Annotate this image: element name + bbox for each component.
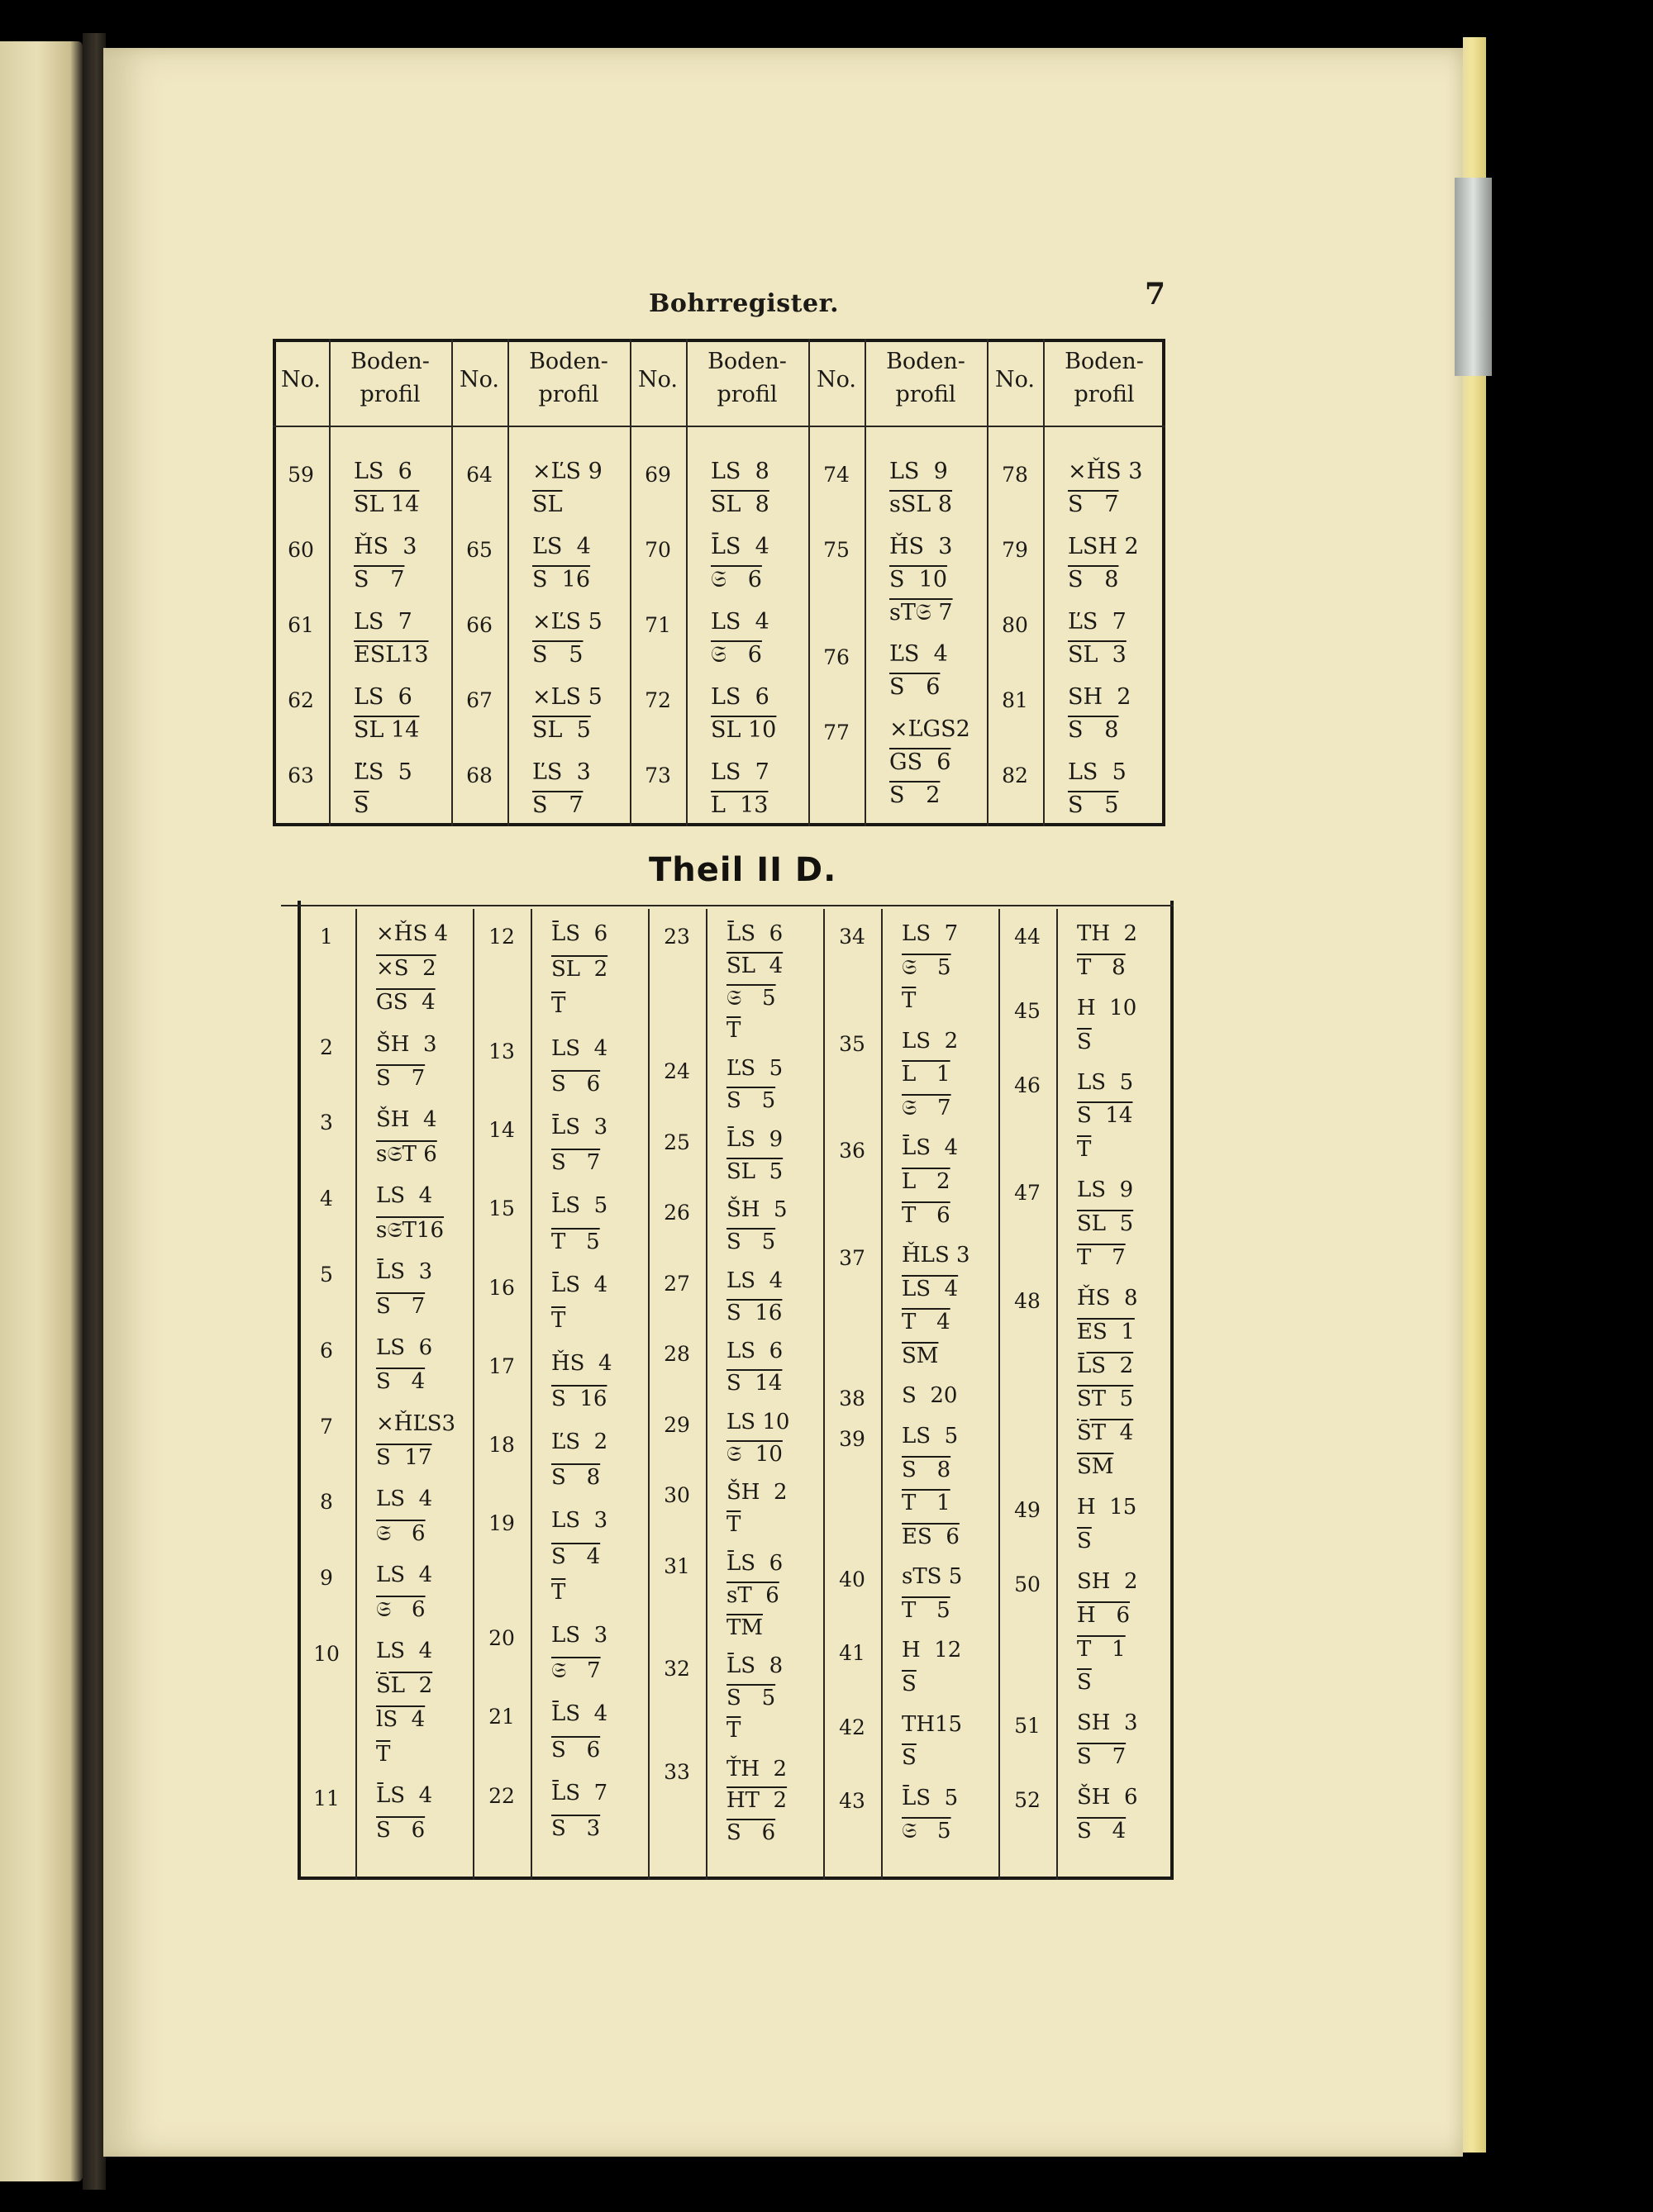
profile-line: LS 7 <box>711 759 769 785</box>
profile-line: L̄S 2 <box>1077 1353 1134 1378</box>
profile-line: SL 14 <box>354 492 420 517</box>
no-divider <box>507 339 509 826</box>
profile-line: ES 6 <box>902 1524 960 1549</box>
profile-line: $\overline{S}$ <box>902 1745 917 1771</box>
profile-line: T 6 <box>902 1202 950 1228</box>
row-number: 63 <box>288 763 314 787</box>
profile-line: $\overline{T}$ <box>1077 1137 1092 1163</box>
row-number: 61 <box>288 613 314 637</box>
row-number: 28 <box>664 1342 690 1367</box>
profile-line: L̄S 4 <box>551 1272 608 1297</box>
profile-line: H 10 <box>1077 995 1137 1020</box>
profile-line: ŠH 4 <box>376 1107 437 1133</box>
column-divider <box>987 339 988 826</box>
profile-line: LS 5 <box>1077 1069 1134 1095</box>
profile-line: S 5 <box>726 1230 776 1255</box>
profile-line: SL 8 <box>711 492 769 517</box>
profile-line: S 14 <box>726 1371 783 1396</box>
profile-line: S 7 <box>1077 1744 1127 1770</box>
profile-line: L̄S 8 <box>726 1653 784 1679</box>
row-number: 50 <box>1014 1572 1041 1596</box>
column-divider <box>473 909 474 1880</box>
no-divider <box>329 339 331 826</box>
column-divider <box>630 339 631 826</box>
profile-line: S 8 <box>1068 567 1119 592</box>
profile-line: 𝔖 6 <box>376 1596 426 1622</box>
header-no: No. <box>817 367 856 392</box>
profile-line: S 10 <box>889 567 948 592</box>
profile-line: S 16 <box>551 1387 607 1412</box>
no-divider <box>881 909 883 1880</box>
profile-line: LS 4 <box>376 1487 433 1512</box>
row-number: 27 <box>664 1271 690 1296</box>
profile-line: S 16 <box>726 1300 783 1325</box>
profile-line: $\overline{SM}$ <box>902 1343 939 1368</box>
profile-line: s𝔖T 6 <box>376 1142 437 1168</box>
profile-line: SH 2 <box>1068 684 1131 710</box>
profile-line: LS 6 <box>354 684 412 710</box>
profile-line: ST 5 <box>1077 1387 1134 1412</box>
profile-line: LS 3 <box>551 1623 608 1648</box>
profile-line: ȞS 8 <box>1077 1285 1138 1311</box>
profile-line: S 7 <box>1068 492 1119 517</box>
row-number: 23 <box>664 925 690 949</box>
profile-line: LS 9 <box>889 459 948 484</box>
profile-line: LS 7 <box>354 609 412 635</box>
row-number: 15 <box>488 1196 515 1221</box>
profile-line: S 4 <box>551 1544 601 1569</box>
profile-line: $\overline{T}$ <box>551 1580 566 1605</box>
profile-line: $\overline{T}$ <box>726 1017 741 1043</box>
row-number: 18 <box>488 1433 515 1458</box>
row-number: 17 <box>488 1353 515 1378</box>
row-number: 73 <box>645 763 671 787</box>
header-rule <box>273 426 1165 427</box>
profile-line: S 7 <box>354 567 405 592</box>
profile-line: S 5 <box>726 1686 776 1711</box>
row-number: 13 <box>488 1039 515 1063</box>
profile-line: H 15 <box>1077 1495 1137 1520</box>
profile-line: LS 6 <box>376 1334 433 1360</box>
profile-line: S 7 <box>532 792 584 818</box>
profile-line: ŤH 2 <box>726 1756 788 1781</box>
profile-line: ×ĽS 5 <box>532 609 603 635</box>
row-number: 10 <box>313 1641 340 1666</box>
profile-line: S 5 <box>726 1088 776 1114</box>
profile-line: $\overline{S}$ <box>354 792 369 818</box>
left-page-edge <box>0 41 83 2181</box>
profile-line: SH 2 <box>1077 1568 1138 1594</box>
profile-line: S 16 <box>532 567 591 592</box>
profile-line: $\overline{T}$ <box>376 1742 391 1767</box>
profile-line: ĽS 3 <box>532 759 591 785</box>
profile-line: SL 14 <box>354 717 420 743</box>
profile-line: ES 1 <box>1077 1319 1135 1344</box>
row-number: 25 <box>664 1130 690 1154</box>
profile-line: S̄T 4 <box>1077 1420 1134 1446</box>
row-number: 21 <box>488 1705 515 1729</box>
profile-line: LS 4 <box>902 1276 959 1301</box>
row-number: 82 <box>1002 763 1028 787</box>
header-bodenprofil: Boden- profil <box>529 349 608 407</box>
running-head: Bohrregister. <box>649 289 840 318</box>
profile-line: LS 6 <box>354 459 412 484</box>
profile-line: $\overline{T}$ <box>726 1512 741 1538</box>
row-number: 60 <box>288 538 314 562</box>
page-number: 7 <box>1145 277 1166 312</box>
profile-line: ×S 2 <box>376 955 436 981</box>
profile-line: $\overline{T}$ <box>726 1717 741 1743</box>
row-number: 44 <box>1014 925 1041 949</box>
profile-line: S̄L 2 <box>376 1672 433 1698</box>
row-number: 39 <box>839 1427 865 1452</box>
profile-line: $\overline{SM}$ <box>1077 1454 1114 1480</box>
profile-line: SL 5 <box>532 717 591 743</box>
profile-line: lS 4 <box>376 1707 426 1733</box>
profile-line: ŠH 6 <box>1077 1785 1138 1810</box>
profile-line: ×ȞS 3 <box>1068 459 1143 484</box>
section-rule <box>281 905 1174 906</box>
profile-line: LS 7 <box>902 921 959 946</box>
profile-line: ĽS 5 <box>726 1056 784 1082</box>
profile-line: GS 6 <box>889 749 951 775</box>
profile-line: $\overline{T}$ <box>551 992 566 1018</box>
profile-line: ŠH 3 <box>376 1031 437 1057</box>
column-divider <box>451 339 453 826</box>
profile-line: S 6 <box>551 1737 601 1762</box>
row-number: 19 <box>488 1511 515 1536</box>
profile-line: SL 10 <box>711 717 777 743</box>
row-number: 2 <box>320 1035 333 1059</box>
profile-line: TH15 <box>902 1711 963 1737</box>
profile-line: ĽS 4 <box>889 641 948 667</box>
row-number: 7 <box>320 1414 333 1439</box>
profile-line: ×ȞĽS3 <box>376 1410 456 1436</box>
row-number: 36 <box>839 1139 865 1163</box>
row-number: 31 <box>664 1553 690 1578</box>
row-number: 42 <box>839 1715 865 1739</box>
row-number: 29 <box>664 1412 690 1437</box>
profile-line: LS 6 <box>711 684 769 710</box>
row-number: 26 <box>664 1201 690 1225</box>
row-number: 79 <box>1002 538 1028 562</box>
row-number: 6 <box>320 1338 333 1363</box>
row-number: 22 <box>488 1783 515 1808</box>
no-divider <box>355 909 357 1880</box>
row-number: 4 <box>320 1187 333 1211</box>
profile-line: $\overline{T}$ <box>551 1307 566 1333</box>
profile-line: L̄S 3 <box>551 1114 608 1139</box>
profile-line: 𝔖 10 <box>726 1441 783 1467</box>
column-divider <box>823 909 825 1880</box>
row-number: 20 <box>488 1626 515 1651</box>
profile-line: s𝔖T16 <box>376 1217 445 1243</box>
profile-line: HT 2 <box>726 1788 788 1814</box>
profile-line: $\overline{S}$ <box>1077 1528 1092 1553</box>
no-divider <box>531 909 532 1880</box>
profile-line: 𝔖 6 <box>711 642 762 668</box>
profile-line: TH 2 <box>1077 921 1138 946</box>
profile-line: Ľ̈S 5 <box>354 759 412 785</box>
profile-line: L̄S 5 <box>551 1193 608 1219</box>
profile-line: ×ĽS 9 <box>532 459 603 484</box>
profile-line: LS 4 <box>726 1268 784 1293</box>
profile-line: S 5 <box>1068 792 1119 818</box>
profile-line: sSL 8 <box>889 492 953 517</box>
profile-line: LS 4 <box>711 609 769 635</box>
row-number: 74 <box>823 463 850 487</box>
profile-line: LS 3 <box>551 1508 608 1534</box>
profile-line: S 7 <box>376 1066 426 1092</box>
profile-line: S 8 <box>902 1457 951 1482</box>
profile-line: $\overline{TM}$ <box>726 1615 763 1640</box>
row-number: 70 <box>645 538 671 562</box>
profile-line: sT𝔖 7 <box>889 600 953 626</box>
row-number: 32 <box>664 1657 690 1682</box>
row-number: 78 <box>1002 463 1028 487</box>
profile-line: ĽS 2 <box>551 1429 608 1455</box>
row-number: 68 <box>466 763 493 787</box>
profile-line: 𝔖 5 <box>902 954 951 980</box>
profile-line: S 6 <box>726 1820 776 1846</box>
profile-line: S 4 <box>1077 1819 1127 1843</box>
row-number: 65 <box>466 538 493 562</box>
profile-line: S 17 <box>376 1445 432 1471</box>
profile-line: L̄S 4 <box>551 1701 608 1727</box>
row-number: 34 <box>839 925 865 949</box>
profile-line: 𝔖 6 <box>711 567 762 592</box>
header-bodenprofil: Boden- profil <box>350 349 430 407</box>
profile-line: S 5 <box>532 642 584 668</box>
row-number: 71 <box>645 613 671 637</box>
no-divider <box>1043 339 1045 826</box>
row-number: 81 <box>1002 688 1028 712</box>
row-number: 38 <box>839 1387 865 1411</box>
row-number: 1 <box>320 925 333 949</box>
row-number: 59 <box>288 463 314 487</box>
header-no: No. <box>281 367 321 392</box>
profile-line: S 8 <box>1068 717 1119 743</box>
row-number: 45 <box>1014 998 1041 1023</box>
book-gutter <box>83 33 106 2190</box>
row-number: 75 <box>823 538 850 562</box>
profile-line: S 7 <box>551 1150 601 1176</box>
section-title: Theil II D. <box>649 851 837 889</box>
row-number: 69 <box>645 463 671 487</box>
profile-line: LS 4 <box>376 1183 433 1209</box>
profile-line: ×ĽGS2 <box>889 716 970 742</box>
profile-line: $\overline{T}$ <box>902 988 917 1014</box>
profile-line: L 2 <box>902 1168 950 1194</box>
row-number: 33 <box>664 1759 690 1784</box>
profile-line: ĽS 7 <box>1068 609 1127 635</box>
profile-line: ŠH 2 <box>726 1480 788 1506</box>
profile-line: ŠH 5 <box>726 1197 788 1223</box>
row-number: 12 <box>488 925 515 949</box>
row-number: 16 <box>488 1275 515 1300</box>
profile-line: L 13 <box>711 792 769 818</box>
profile-line: sTS 5 <box>902 1564 963 1590</box>
header-bodenprofil: Boden- profil <box>1065 349 1144 407</box>
profile-line: T 1 <box>902 1491 950 1516</box>
profile-line: T 7 <box>1077 1244 1126 1270</box>
profile-line: ȞS 3 <box>354 534 417 559</box>
profile-line: ESL13 <box>354 642 429 668</box>
profile-line: ȞS 3 <box>889 534 953 559</box>
profile-line: T 4 <box>902 1310 950 1335</box>
profile-line: ȞLS 3 <box>902 1243 970 1268</box>
header-bodenprofil: Boden- profil <box>886 349 965 407</box>
profile-line: LS 8 <box>711 459 769 484</box>
profile-line: LS 5 <box>902 1424 959 1449</box>
column-divider <box>648 909 650 1880</box>
row-number: 76 <box>823 645 850 669</box>
row-number: 3 <box>320 1111 333 1135</box>
row-number: 41 <box>839 1641 865 1666</box>
row-number: 52 <box>1014 1788 1041 1813</box>
column-divider <box>998 909 1000 1880</box>
row-number: 77 <box>823 721 850 744</box>
row-number: 37 <box>839 1246 865 1271</box>
profile-line: $\overline{S}$ <box>1077 1670 1092 1696</box>
row-number: 5 <box>320 1262 333 1287</box>
profile-line: T 8 <box>1077 954 1126 980</box>
row-number: 62 <box>288 688 314 712</box>
profile-line: L̄S 5 <box>902 1785 959 1810</box>
profile-line: SH 3 <box>1077 1710 1138 1736</box>
profile-line: SL 2 <box>551 957 608 982</box>
row-number: 47 <box>1014 1181 1041 1206</box>
profile-line: S 3 <box>551 1816 601 1841</box>
profile-line: T 1 <box>1077 1636 1126 1662</box>
header-no: No. <box>995 367 1035 392</box>
profile-line: LS 4 <box>376 1638 433 1663</box>
profile-line: L̄S 6 <box>726 921 784 946</box>
row-number: 72 <box>645 688 671 712</box>
profile-line: S 6 <box>376 1817 426 1843</box>
profile-line: ×LS 5 <box>532 684 603 710</box>
profile-line: LSH 2 <box>1068 534 1139 559</box>
profile-line: sT 6 <box>726 1582 779 1608</box>
row-number: 51 <box>1014 1714 1041 1739</box>
profile-line: L̄S 3 <box>376 1258 433 1284</box>
profile-line: H 6 <box>1077 1602 1131 1628</box>
profile-line: LS 2 <box>902 1028 959 1054</box>
row-number: 48 <box>1014 1288 1041 1313</box>
profile-line: 𝔖 5 <box>726 985 776 1011</box>
profile-line: S 20 <box>902 1383 958 1409</box>
header-bodenprofil: Boden- profil <box>707 349 787 407</box>
profile-line: S 6 <box>889 674 941 700</box>
profile-line: LS 6 <box>726 1339 784 1364</box>
profile-line: S 8 <box>551 1465 601 1491</box>
profile-line: L̄S 7 <box>551 1780 608 1805</box>
no-divider <box>1056 909 1058 1880</box>
row-number: 14 <box>488 1117 515 1142</box>
profile-line: 𝔖 7 <box>902 1095 951 1120</box>
row-number: 80 <box>1002 613 1028 637</box>
metal-clip <box>1455 178 1492 376</box>
profile-line: LS 9 <box>1077 1177 1134 1203</box>
row-number: 43 <box>839 1788 865 1813</box>
header-no: No. <box>638 367 678 392</box>
profile-line: S 6 <box>551 1071 601 1096</box>
profile-line: H 12 <box>902 1638 962 1663</box>
profile-line: GS 4 <box>376 990 436 1016</box>
profile-line: $\overline{SL}$ <box>532 492 563 517</box>
profile-line: 𝔖 6 <box>376 1521 426 1547</box>
profile-line: S 7 <box>376 1293 426 1319</box>
row-number: 30 <box>664 1483 690 1508</box>
profile-line: SL 5 <box>726 1158 784 1184</box>
no-divider <box>865 339 866 826</box>
no-divider <box>686 339 688 826</box>
profile-line: L̄S 6 <box>551 921 608 946</box>
column-divider <box>808 339 810 826</box>
profile-line: T 5 <box>551 1229 600 1254</box>
profile-line: S 14 <box>1077 1103 1133 1129</box>
no-divider <box>706 909 707 1880</box>
row-number: 11 <box>313 1786 340 1811</box>
row-number: 66 <box>466 613 493 637</box>
row-number: 9 <box>320 1566 333 1591</box>
profile-line: 𝔖 5 <box>902 1819 951 1844</box>
profile-line: L̄S 4 <box>711 534 769 559</box>
profile-line: ×ȞS 4 <box>376 921 449 946</box>
profile-line: 𝔖 7 <box>551 1658 601 1684</box>
profile-line: ȞS 4 <box>551 1350 612 1376</box>
profile-line: L̄S 4 <box>902 1135 959 1161</box>
profile-line: $\overline{S}$ <box>1077 1029 1092 1054</box>
row-number: 35 <box>839 1031 865 1056</box>
row-number: 67 <box>466 688 493 712</box>
row-number: 49 <box>1014 1498 1041 1523</box>
profile-line: S 4 <box>376 1369 426 1395</box>
profile-line: SL 4 <box>726 953 784 978</box>
profile-line: L̄S 4 <box>376 1783 433 1809</box>
profile-line: LS 10 <box>726 1409 790 1434</box>
row-number: 40 <box>839 1567 865 1592</box>
profile-line: ĽS 4 <box>532 534 591 559</box>
row-number: 24 <box>664 1059 690 1084</box>
profile-line: L̄S 6 <box>726 1550 784 1576</box>
profile-line: SL 5 <box>1077 1211 1134 1237</box>
profile-line: SL 3 <box>1068 642 1127 668</box>
profile-line: $\overline{S}$ <box>902 1672 917 1696</box>
row-number: 46 <box>1014 1073 1041 1097</box>
profile-line: LS 4 <box>551 1035 608 1061</box>
profile-line: L̄S 9 <box>726 1126 784 1152</box>
row-number: 8 <box>320 1490 333 1515</box>
profile-line: T 5 <box>902 1597 950 1623</box>
profile-line: L 1 <box>902 1062 950 1087</box>
profile-line: LS 4 <box>376 1563 433 1588</box>
header-no: No. <box>460 367 499 392</box>
profile-line: S 2 <box>889 783 941 808</box>
row-number: 64 <box>466 463 493 487</box>
profile-line: LS 5 <box>1068 759 1127 785</box>
